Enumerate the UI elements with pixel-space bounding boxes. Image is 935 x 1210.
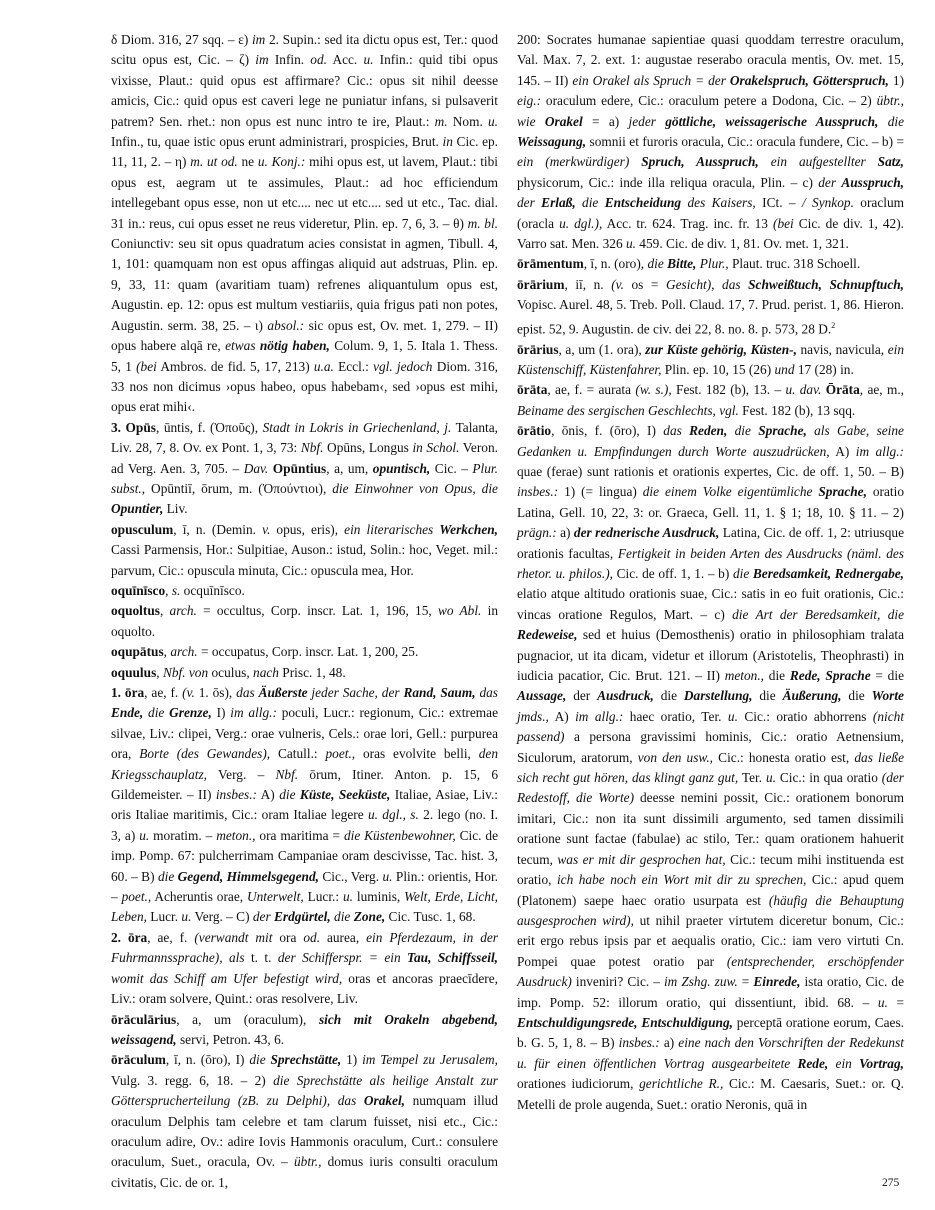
entry-text-segment: u.	[342, 889, 353, 905]
dictionary-entry: ōrārium, iī, n. (v. os = Gesicht), das Schweißtuch, Schnupftuch, Vopisc. Aurel. 48, 5. Treb. Poll. Claud. 17, 7. Prud. perist. 1, 86. Hieron. epist. 52, 9. Augustin. de civ. dei 22, 8. no. 8. p. 573, 28 D.$^2$	[517, 276, 904, 337]
entry-text-segment: Erlaß,	[541, 195, 576, 211]
dictionary-entry: 3. Opūs, ūntis, f. (Ὀποῦς), Stadt in Lokris in Griechenland, j. Talanta, Liv. 28, 7, 8. Ov. ex Pont. 1, 3, 73: Nbf. Opūns, Longus in Schol. Veron. ad Verg. Aen. 3, 705. – Dav. Opūntius, a, um, opuntisch, Cic. – Plur. subst., Opūntiī, ōrum, m. (Ὀπούντιοι), die Einwohner von Opus, die Opuntier, Liv.	[111, 419, 498, 517]
entry-text-segment: etwas	[225, 338, 260, 354]
entry-text-segment: die Sprechstätte als heilige Anstalt zur Göttersprucherteilung (zB. zu Delphi), das	[111, 1072, 498, 1109]
entry-text-segment: u.	[727, 708, 738, 724]
entry-text-segment: den Kriegsschauplatz,	[111, 746, 498, 782]
entry-text-segment: die Art der Beredsamkeit, die	[732, 606, 904, 622]
entry-text-segment: Satz,	[877, 154, 904, 170]
entry-text-segment: (v.	[182, 685, 195, 700]
entry-text-segment: Sprache,	[758, 423, 807, 439]
entry-text-segment: u.	[139, 827, 150, 843]
entry-text-segment: m.	[434, 113, 448, 129]
entry-text-segment: und	[774, 361, 795, 377]
entry-text-segment: gerichtliche R.,	[639, 1076, 724, 1092]
entry-text-segment: insbes.:	[618, 1035, 660, 1051]
entry-text-segment: im allg.:	[230, 705, 277, 721]
entry-text-segment: (entsprechender, erschöpfender Ausdruck)	[517, 953, 904, 990]
entry-text-segment: Reden,	[689, 423, 728, 439]
entry-text-segment: Worte	[871, 688, 904, 704]
entry-text-segment: prägn.:	[517, 525, 557, 541]
entry-text-segment: Äußerste	[258, 685, 308, 700]
entry-text-segment: als Gabe, seine Gedanken u. Empfindungen durch Worte auszudrücken,	[517, 423, 904, 459]
entry-text-segment: des Kaisers,	[681, 195, 756, 211]
entry-text-segment: Schweißtuch, Schnupftuch,	[748, 276, 904, 292]
entry-text-segment: poet.,	[121, 889, 152, 905]
entry-text-segment: in	[442, 134, 453, 150]
entry-text-segment: im Zshg. zuw.	[663, 974, 738, 990]
entry-text-segment: übtr., wie	[517, 93, 904, 129]
entry-text-segment: (häufig die Behauptung ausgesprochen wird),	[517, 892, 904, 928]
entry-text-segment: im Tempel zu Jerusalem,	[362, 1052, 499, 1068]
entry-text-segment: das ließe sich recht gut hören, das klingt ganz gut,	[517, 749, 904, 786]
entry-text-segment: Werkchen,	[439, 521, 498, 537]
entry-text-segment: die	[330, 909, 354, 925]
entry-text-segment: poet.,	[325, 746, 356, 762]
entry-text-segment: Ausspruch,	[841, 174, 904, 190]
dictionary-entry: oquoltus, arch. = occultus, Corp. inscr. Lat. 1, 196, 15, wo Abl. in oquolto.	[111, 603, 498, 639]
dictionary-entry: oquulus, Nbf. von oculus, nach Prisc. 1, 48.	[111, 664, 346, 680]
entry-text-segment: 3. Opūs	[111, 419, 156, 435]
entry-text-segment: u. Konj.:	[257, 154, 306, 170]
entry-text-segment: Dav.	[243, 460, 269, 476]
entry-text-segment: sich mit Orakeln abgebend, weissagend,	[111, 1011, 498, 1047]
entry-text-segment: Opuntier,	[111, 501, 164, 517]
entry-text-segment: (bei	[136, 358, 157, 374]
dictionary-entry: ōrāculum, ī, n. (ōro), I) die Sprechstätte, 1) im Tempel zu Jerusalem, Vulg. 3. regg. 6, 18. – 2) die Sprechstätte als heilige Anstalt zur Göttersprucherteilung (zB. zu Delphi), das Orakel, numquam illud oraculum Delphis tam celebre et tam clarum fuisset, nisi etc., Cic.: oraculum adire, Ov.: adire Iovis Hammonis oraculum, Curt.: consulere oraculum, Suet., oracula, Ov. – übtr., domus iuris consulti oraculum civitatis, Cic. de or. 1,	[111, 1052, 499, 1190]
dictionary-entry: 2. ōra, ae, f. (verwandt mit ora od. aurea, ein Pferdezaum, in der Fuhrmannssprache), als t. t. der Schifferspr. = ein Tau, Schiffsseil, womit das Schiff am Ufer befestigt wird, oras et ancoras praecīdere, Liv.: oram solvere, Quint.: oras resolvere, Liv.	[111, 929, 498, 1007]
entry-text-segment: Opūntius	[272, 460, 327, 476]
entry-text-segment: meton.,	[216, 827, 256, 843]
entry-text-segment: arch.	[169, 603, 197, 619]
entry-text-segment: u.	[877, 994, 888, 1010]
entry-text-segment: nötig haben,	[259, 338, 330, 354]
entry-text-segment: Vortrag,	[859, 1055, 904, 1071]
entry-text-segment: ōrāta	[517, 382, 548, 398]
entry-text-segment: ōrāculum	[111, 1052, 166, 1068]
entry-text-segment: die einem Volke eigentümliche	[642, 484, 819, 500]
entry-text-segment: (der Redestoff, die Worte)	[517, 770, 904, 806]
entry-text-segment: u.	[382, 868, 393, 884]
entry-text-segment: das	[663, 423, 690, 439]
entry-text-segment: vgl. jedoch	[373, 358, 433, 374]
entry-text-segment: ein Orakel als Spruch = der	[572, 72, 730, 88]
right-column	[517, 30, 904, 1115]
entry-text-segment: 2	[831, 320, 836, 330]
entry-text-segment: 2. ōra	[111, 929, 148, 945]
entry-text-segment: u.	[487, 113, 498, 129]
entry-text-segment: das	[236, 685, 259, 700]
entry-text-segment: womit das Schiff am Ufer befestigt wird,	[111, 970, 343, 986]
entry-text-segment: Nbf.	[275, 766, 299, 782]
entry-text-segment: eine nach den Vorschriften der Redekunst u. für einen öffentlichen Vortrag ausgearbeitete	[517, 1035, 904, 1071]
entry-text-segment: zur Küste gehörig, Küsten-,	[645, 341, 797, 357]
entry-text-segment: übtr.,	[293, 1154, 322, 1170]
entry-text-segment: von den usw.,	[637, 749, 714, 765]
entry-text-segment: die	[249, 1052, 271, 1068]
entry-text-segment: ōrārius	[517, 341, 559, 357]
entry-text-segment: die	[878, 113, 904, 129]
entry-text-segment: im allg.:	[575, 708, 624, 724]
entry-text-segment: Grenze,	[169, 705, 212, 721]
entry-text-segment: Ōrāta	[825, 382, 860, 398]
entry-text-segment: insbes.:	[517, 484, 559, 500]
entry-text-segment: s.	[171, 582, 181, 598]
entry-text-segment: Orakel	[544, 113, 583, 129]
entry-text-segment: der Schifferspr. = ein	[277, 950, 408, 966]
dictionary-entry: ōrāculārius, a, um (oraculum), sich mit Orakeln abgebend, weissagend, servi, Petron. 43, 6.	[111, 1011, 498, 1047]
entry-text-segment: Erdgürtel,	[273, 909, 331, 925]
entry-text-segment: (bei	[773, 215, 794, 231]
entry-text-segment: ōrātio	[517, 423, 552, 439]
entry-text-segment: die	[279, 787, 300, 803]
entry-text-segment: Plur. subst.,	[111, 460, 498, 496]
entry-text-segment: oqupātus	[111, 644, 164, 660]
dictionary-entry: ōrātio, ōnis, f. (ōro), I) das Reden, die Sprache, als Gabe, seine Gedanken u. Empfindungen durch Worte auszudrücken, A) im allg.: quae (ferae) sunt rationis et orationis expertes, Cic. de off. 1, 50. – B) insbes.: 1) (= lingua) die einem Volke eigentümliche Sprache, oratio Latina, Gell. 10, 22, 3: or. Graeca, Gell. 11, 1. § 1; 18, 10. § 11. – 2) prägn.: a) der rednerische Ausdruck, Latina, Cic. de off. 1, 2: utriusque orationis facultas, Fertigkeit in beiden Arten des Ausdrucks (näml. des rhetor. u. philos.), Cic. de off. 1, 1. – b) die Beredsamkeit, Rednergabe, elatio atque altitudo orationis suae, Cic.: satis in eo fuit orationis, Cic.: vincas oratione Regulos, Mart. – c) die Art der Beredsamkeit, die Redeweise, sed et huius (Demosthenis) oratio in philosophiam tralata pugnacior, ut ita dicam, videtur et illorum (Aristotelis, Theophrasti) in iudicia pacatior, Cic. Brut. 121. – II) meton., die Rede, Sprache = die Aussage, der Ausdruck, die Darstellung, die Äußerung, die Worte jmds., A) im allg.: haec oratio, Ter. u. Cic.: oratio abhorrens (nicht passend) a persona gravissimi hominis, Cic.: oratio Aetnensium, Siculorum, aratorum, von den usw., Cic.: honesta oratio est, das ließe sich recht gut hören, das klingt ganz gut, Ter. u. Cic.: in qua oratio (der Redestoff, die Worte) deesse nemini possit, Cic.: orationem bonorum imitari, Cic.: non ita sunt dissimili argumento, sed tamen dissimili oratione sunt factae (fabulae) ac stilo, Ter.: quam orationem hahuerit tecum, was er mit dir gesprochen hat, Cic.: tecum mihi instituenda est oratio, ich habe noch ein Wort mit dir zu sprechen, Cic.: apud quem (Platonem) saepe haec oratio usurpata est (häufig die Behauptung ausgesprochen wird), ut nihil praeter virtutem diceretur bonum, Cic.: erit ergo rebus ipsis par et aequalis oratio, Cic.: iam vero virtuti Cn. Pompei quae potest oratio par (entsprechender, erschöpfender Ausdruck) inveniri? Cic. – im Zshg. zuw. = Einrede, ista oratio, Cic. de imp. Pomp. 52: illorum oratio, qui dissentiunt, ibid. 68. – u. = Entschuldigungsrede, Entschuldigung, perceptā oratione eorum, Caes. b. G. 5, 1, 8. – B) insbes.: a) eine nach den Vorschriften der Redekunst u. für einen öffentlichen Vortrag ausgearbeitete Rede, ein Vortrag, orationes iudiciorum, gerichtliche R., Cic.: M. Caesaris, Suet.: or. Q. Metelli de prole augenda, Suet.: oratio Neronis, quā in	[517, 423, 905, 1112]
entry-text-segment: Fertigkeit in beiden Arten des Ausdrucks (näml. des rhetor. u. philos.),	[517, 545, 904, 581]
entry-text-segment: ein	[828, 1055, 860, 1071]
entry-text-segment: opusculum	[111, 521, 174, 537]
entry-text-segment: die Küstenbewohner,	[343, 827, 456, 843]
entry-text-segment: (v.	[611, 276, 624, 292]
entry-text-segment: Spruch, Ausspruch,	[641, 154, 759, 170]
entry-text-segment: Zone,	[353, 909, 386, 925]
entry-text-segment: Gegend, Himmelsgegend,	[177, 868, 319, 884]
entry-text-segment: Aussage,	[517, 688, 567, 704]
entry-text-segment: v.	[262, 521, 271, 537]
entry-text-segment: absol.:	[267, 317, 305, 333]
entry-text-segment: Welt, Erde, Licht, Leben,	[111, 889, 498, 925]
entry-text-segment: Redeweise,	[517, 627, 578, 643]
entry-text-segment: nach	[253, 664, 279, 680]
entry-text-segment: die	[727, 423, 759, 439]
entry-text-segment: Plur.,	[696, 256, 729, 272]
entry-text-segment: ōrārium	[517, 276, 565, 292]
entry-text-segment: ut od.	[206, 154, 238, 170]
dictionary-entry: oqupātus, arch. = occupatus, Corp. inscr. Lat. 1, 200, 25.	[111, 644, 419, 660]
entry-text-segment: 1. ōra	[111, 685, 145, 700]
entry-text-segment: im	[251, 32, 266, 47]
entry-text-segment: ich habe noch ein Wort mit dir zu sprechen,	[556, 872, 807, 888]
entry-text-segment: ōrāculārius	[111, 1011, 177, 1027]
entry-text-segment: Weissagung,	[517, 134, 587, 150]
entry-text-segment: ein (merkwürdiger)	[517, 154, 642, 170]
entry-text-segment: eig.:	[517, 93, 542, 109]
entry-text-segment: ein aufgestellter	[758, 154, 878, 170]
entry-text-segment: od.	[303, 929, 321, 945]
entry-text-segment: Borte (des Gewandes),	[139, 746, 271, 762]
entry-text-segment: Rand, Saum,	[403, 685, 476, 700]
entry-text-segment: Gesicht), das	[665, 276, 749, 292]
entry-text-segment: was er mit dir gesprochen hat,	[557, 851, 726, 867]
entry-text-segment: ein literarisches	[344, 521, 440, 537]
entry-text-segment: oquoltus	[111, 603, 160, 619]
entry-text-segment: wo Abl.	[437, 603, 482, 619]
entry-text-segment: jeder	[628, 113, 666, 129]
entry-text-segment: die	[143, 705, 170, 721]
entry-text-segment: meton.,	[724, 668, 765, 684]
dictionary-entry: ōrāmentum, ī, n. (oro), die Bitte, Plur., Plaut. truc. 318 Schoell.	[517, 256, 861, 272]
entry-text-segment: Entschuldigungsrede, Entschuldigung,	[517, 1014, 733, 1030]
entry-text-segment: Beiname des sergischen Geschlechts, vgl.	[517, 402, 739, 418]
entry-text-segment: Nbf. von	[162, 664, 209, 680]
entry-text-segment: Sprechstätte,	[270, 1052, 342, 1068]
entry-text-segment: Entscheidung	[604, 195, 682, 211]
entry-text-segment: Darstellung,	[683, 688, 753, 704]
entry-text-segment: (verwandt mit	[194, 929, 273, 945]
entry-text-segment: ein Pferdezaum, in der Fuhrmannssprache), als	[111, 929, 498, 966]
entry-text-segment: Rede,	[797, 1055, 829, 1071]
entry-text-segment: jmds.,	[517, 708, 549, 724]
entry-text-segment: Sprache,	[818, 484, 867, 500]
entry-text-segment: od.	[310, 52, 327, 68]
entry-text-segment: ein Küstenschiff, Küstenfahrer,	[517, 341, 904, 377]
entry-text-segment: m.	[190, 154, 204, 170]
entry-text-segment: Tau, Schiffsseil,	[407, 950, 498, 966]
entry-text-segment: göttliche, weissagerische Ausspruch,	[665, 113, 879, 129]
entry-text-segment: der	[252, 909, 274, 925]
entry-text-segment: der	[818, 174, 842, 190]
entry-text-segment: m. bl.	[467, 215, 498, 231]
entry-text-segment: u.	[181, 909, 192, 925]
entry-text-segment: u.a.	[313, 358, 334, 374]
dictionary-entry: 1. ōra, ae, f. (v. 1. ōs), das Äußerste jeder Sache, der Rand, Saum, das Ende, die Grenze, I) im allg.: poculi, Lucr.: regionum, Cic.: extremae silvae, Liv.: clipei, Verg.: orae vulneris, Cels.: orae lori, Gell.: purpurea ora, Borte (des Gewandes), Catull.: poet., oras evolvite belli, den Kriegsschauplatz, Verg. – Nbf. ōrum, Itiner. Anton. p. 15, 6 Gildemeister. – II) insbes.: A) die Küste, Seeküste, Italiae, Asiae, Liv.: oris Italiae maritimis, Cic.: oram Italiae legere u. dgl., s. 2. lego (no. I. 3, a) u. moratim. – meton., ora maritima = die Küstenbewohner, Cic. de imp. Pomp. 67: pulcherrimam Campaniae oram descivisse, Tac. hist. 3, 60. – B) die Gegend, Himmelsgegend, Cic., Verg. u. Plin.: orientis, Hor. – poet., Acheruntis orae, Unterwelt, Lucr.: u. luminis, Welt, Erde, Licht, Leben, Lucr. u. Verg. – C) der Erdgürtel, die Zone, Cic. Tusc. 1, 68.	[111, 685, 499, 925]
dictionary-entry: opusculum, ī, n. (Demin. v. opus, eris), ein literarisches Werkchen, Cassi Parmensis, Hor.: Sulpitiae, Auson.: istud, Solin.: hoc, Veget. mil.: parvum, Cic.: opuscula minuta, Cic.: opuscula mea, Hor.	[111, 521, 498, 578]
entry-text-segment: Ende,	[111, 705, 144, 721]
dictionary-entry: 200: Socrates humanae sapientiae quasi quoddam terrestre oraculum, Val. Max. 7, 2. ext. 1: augustae reserabo oracula mentis, Ov. met. 15, 145. – II) ein Orakel als Spruch = der Orakelspruch, Götterspruch, 1) eig.: oraculum edere, Cic.: oraculum petere a Dodona, Cic. – 2) übtr., wie Orakel = a) jeder göttliche, weissagerische Ausspruch, die Weissagung, somnii et furoris oracula, Cic.: oracula fundere, Cic. – b) = ein (merkwürdiger) Spruch, Ausspruch, ein aufgestellter Satz, physicorum, Cic.: inde illa reliqua oracula, Plin. – c) der Ausspruch, der Erlaß, die Entscheidung des Kaisers, ICt. – / Synkop. oraclum (oracla u. dgl.), Acc. tr. 624. Trag. inc. fr. 13 (bei Cic. de div. 1, 42). Varro sat. Men. 326 u. 459. Cic. de div. 1, 81. Ov. met. 1, 321.	[517, 32, 905, 252]
entry-text-segment: u.	[765, 770, 776, 786]
dictionary-entry: oquīnīsco, s. ocquīnīsco.	[111, 582, 245, 598]
entry-text-segment: arch.	[170, 644, 198, 660]
entry-text-segment: insbes.:	[215, 787, 257, 803]
entry-text-segment: die	[157, 868, 178, 884]
entry-text-segment: u. dav.	[785, 382, 822, 398]
entry-text-segment: / Synkop.	[801, 195, 854, 211]
dictionary-entry: ōrārius, a, um (1. ora), zur Küste gehörig, Küsten-, navis, navicula, ein Küstenschiff, Küstenfahrer, Plin. ep. 10, 15 (26) und 17 (28) in.	[517, 341, 904, 377]
entry-text-segment: Einrede,	[753, 974, 801, 990]
entry-text-segment: jeder Sache, der	[307, 685, 404, 700]
entry-text-segment: Nbf.	[300, 440, 324, 456]
entry-text-segment: (nicht passend)	[517, 708, 905, 745]
entry-text-segment: die	[575, 195, 605, 211]
entry-text-segment: ōrāmentum	[517, 256, 584, 272]
entry-text-segment: u.	[625, 236, 636, 252]
entry-text-segment: Orakel,	[363, 1093, 405, 1109]
entry-text-segment: die	[732, 566, 753, 581]
page-number: 275	[882, 1177, 900, 1189]
entry-text-segment: Orakelspruch, Götterspruch,	[729, 72, 889, 88]
dictionary-entry: δ Diom. 316, 27 sqq. – ε) im 2. Supin.: sed ita dictu opus est, Ter.: quod scitu opus est, Cic. – ζ) im Infin. od. Acc. u. Infin.: quid tibi opus vixisse, Plaut.: quid opus est affirmare? Cic.: opus sit nihil deesse amicis, Cic.: quid opus est caveri lege ne puniatur infans, si pulsaverit patrem? Sen. rhet.: non opus est nunc intro te ire, Plaut.: m. Nom. u. Infin., tu, quae istic opus erunt administrari, prospicies, Brut. in Cic. ep. 11, 11, 2. – η) m. ut od. ne u. Konj.: mihi opus est, ut lavem, Plaut.: tibi opus est, aegram ut te assimules, Plaut.: ad hoc efficiendum intellegebant opus esse, non ut etc.... nec ut etc.... sed ut etc., Tac. dial. 31 in.: reus, cui opus esset ne reus videretur, Plin. ep. 7, 6, 3. – θ) m. bl. Coniunctiv: seu sit opus quadratum acies consistat in agmen, Tibull. 4, 1, 101: quamquam non est opus affingas aliquid aut adstruas, Plin. ep. 9, 33, 11: quam (avaritiam tuam) refrenes aliquantulum opus est, Augustin. ep. 12: opus est multum vestiariis, quia frigus pati non potes, Augustin. serm. 38, 25. – ι) absol.: sic opus est, Ov. met. 1, 279. – II) opus habere alqā re, etwas nötig haben, Colum. 9, 1, 5. Itala 1. Thess. 5, 1 (bei Ambros. de fid. 5, 17, 213) u.a. Eccl.: vgl. jedoch Diom. 316, 33 nos non dicimus ›opus habeo, opus habebam‹, sed ›opus est mihi, opus erat mihi‹.	[111, 32, 499, 415]
entry-text-segment: u.	[363, 52, 374, 68]
entry-text-segment: (w. s.),	[635, 382, 672, 398]
entry-text-segment: Ausdruck,	[597, 688, 654, 704]
entry-text-segment: das	[475, 685, 498, 700]
entry-text-segment: u. dgl., s.	[367, 807, 419, 823]
entry-text-segment: oquīnīsco	[111, 582, 166, 598]
dictionary-entry: ōrāta, ae, f. = aurata (w. s.), Fest. 182 (b), 13. – u. dav. Ōrāta, ae, m., Beiname des sergischen Geschlechts, vgl. Fest. 182 (b), 13 sqq.	[517, 382, 904, 418]
entry-text-segment: Rede, Sprache	[789, 668, 871, 684]
entry-text-segment: Beredsamkeit, Rednergabe,	[752, 566, 905, 581]
entry-text-segment: u. dgl.),	[559, 215, 603, 231]
entry-text-segment: die	[647, 256, 668, 272]
entry-text-segment: Äußerung,	[782, 688, 842, 704]
entry-text-segment: der	[517, 195, 542, 211]
entry-text-segment: Küste, Seeküste,	[299, 787, 391, 803]
entry-text-segment: Bitte,	[667, 256, 697, 272]
entry-text-segment: Unterwelt,	[246, 889, 304, 905]
left-column	[111, 30, 498, 1193]
entry-text-segment: im	[255, 52, 269, 68]
entry-text-segment: der rednerische Ausdruck,	[573, 525, 720, 541]
entry-text-segment: im allg.:	[855, 443, 905, 459]
entry-text-segment: opuntisch,	[372, 460, 431, 476]
entry-text-segment: Stadt in Lokris in Griechenland, j.	[262, 419, 452, 435]
entry-text-segment: in Schol.	[412, 440, 460, 456]
entry-text-segment: oquulus	[111, 664, 157, 680]
entry-text-segment: die Einwohner von Opus, die	[332, 480, 498, 496]
